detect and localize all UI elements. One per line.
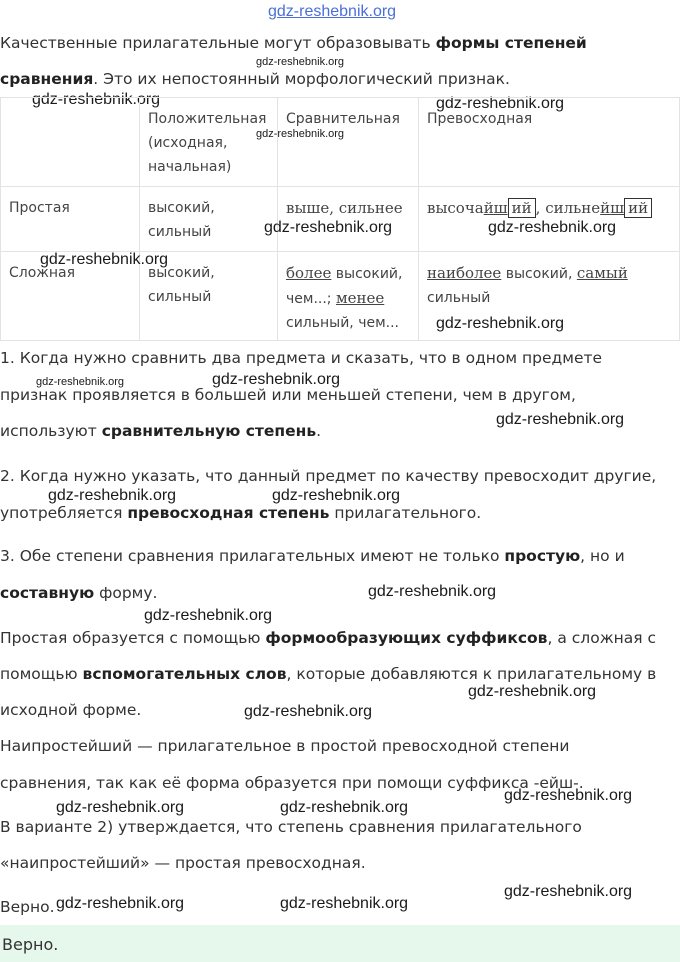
- p1-text: .: [316, 422, 322, 440]
- p5-line-2: сравнения, так как её форма образуется при помощи суффикса -ейш-.: [0, 774, 584, 792]
- simple-positive-2: сильный: [148, 224, 212, 240]
- p5-line-1: Наипростейший — прилагательное в простой превосходной степени: [0, 737, 570, 755]
- table-header-empty: [1, 98, 140, 187]
- watermark: gdz-reshebnik.org: [32, 91, 161, 108]
- watermark: gdz-reshebnik.org: [256, 128, 345, 140]
- p4-line-3: исходной форме.: [0, 701, 142, 719]
- watermark: gdz-reshebnik.org: [488, 219, 617, 236]
- verdict-text: Верно.: [0, 898, 55, 916]
- p3-line-2: [0, 586, 157, 602]
- suffix-mark: йш: [483, 199, 508, 217]
- watermark: gdz-reshebnik.org: [280, 799, 409, 816]
- p2-line-1: 2. Когда нужно указать, что данный предмет по качеству превосходит другие,: [0, 467, 657, 485]
- p3-line-1: [0, 549, 625, 565]
- intro-line-1: [0, 36, 587, 52]
- watermark: gdz-reshebnik.org: [272, 487, 401, 504]
- p6-line-2: «наипростейший» — простая превосходная.: [0, 854, 366, 872]
- p6-line-1: В варианте 2) утверждается, что степень сравнения прилагательного: [0, 818, 582, 836]
- intro-bold-term: сравнения: [0, 70, 94, 88]
- intro-bold-term: формы степеней: [435, 34, 587, 52]
- simple-superlative: высочайш ий , сильнейш ий: [419, 187, 680, 252]
- compound-text: сильный: [427, 290, 491, 306]
- watermark: gdz-reshebnik.org: [368, 583, 497, 600]
- simple-comparative: выше, сильнее: [278, 187, 419, 252]
- p3-text: 3. Обе степени сравнения прилагательных имеют не только: [0, 547, 505, 565]
- table-header-superlative: Превосходная: [419, 98, 680, 187]
- intro-text: Качественные прилагательные могут образовывать: [0, 34, 436, 52]
- watermark: gdz-reshebnik.org: [56, 799, 185, 816]
- watermark: gdz-reshebnik.org: [244, 703, 373, 720]
- watermark: gdz-reshebnik.org: [264, 219, 393, 236]
- watermark: gdz-reshebnik.org: [504, 787, 633, 804]
- table-header-row: [1, 98, 680, 187]
- watermark: gdz-reshebnik.org: [212, 371, 341, 388]
- watermark: gdz-reshebnik.org: [36, 376, 125, 388]
- p2-bold-term: превосходная степень: [127, 504, 330, 522]
- p4-bold-term: вспомогательных слов: [82, 665, 287, 683]
- watermark: gdz-reshebnik.org: [40, 251, 169, 268]
- helper-word: наиболее: [427, 264, 502, 282]
- p1-bold-term: сравнительную степень: [101, 422, 317, 440]
- answer-box: [0, 925, 680, 962]
- watermark: gdz-reshebnik.org: [56, 895, 185, 912]
- answer-text: Верно.: [2, 935, 59, 954]
- simple-positive: [140, 187, 278, 252]
- p2-line-2: [0, 506, 481, 522]
- p4-text: , которые добавляются к прилагательному в: [286, 665, 657, 683]
- superlative-stem: сильне: [545, 199, 601, 217]
- superlative-stem: высоча: [427, 199, 484, 217]
- p4-text: Простая образуется с помощью: [0, 629, 266, 647]
- header-positive-1: Положительная: [148, 111, 267, 127]
- watermark: gdz-reshebnik.org: [436, 95, 565, 112]
- watermark: gdz-reshebnik.org: [468, 683, 597, 700]
- p4-line-2: [0, 667, 656, 683]
- compound-positive-2: сильный: [148, 289, 212, 305]
- row-label-compound: Сложная: [1, 252, 140, 341]
- compound-text: высокий,: [501, 266, 577, 282]
- header-positive-2: (исходная,: [148, 135, 228, 151]
- helper-word: самый: [576, 264, 628, 282]
- p2-text: употребляется: [0, 504, 128, 522]
- compound-text: высокий,: [331, 266, 403, 282]
- watermark: gdz-reshebnik.org: [280, 895, 409, 912]
- table-header-comparative: Сравнительная: [278, 98, 419, 187]
- p1-line-2: признак проявляется в большей или меньшей степени, чем в другом,: [0, 386, 576, 404]
- watermark: gdz-reshebnik.org: [144, 607, 273, 624]
- intro-text: . Это их непостоянный морфологический признак.: [93, 70, 510, 88]
- simple-positive-1: высокий,: [148, 200, 215, 216]
- watermark: gdz-reshebnik.org: [48, 487, 177, 504]
- compound-text: чем...;: [286, 291, 336, 307]
- watermark: gdz-reshebnik.org: [256, 56, 345, 68]
- p4-text: помощью: [0, 665, 83, 683]
- p3-bold-term: составную: [0, 584, 95, 602]
- compound-positive-1: высокий,: [148, 265, 215, 281]
- compound-comparative: [278, 252, 419, 341]
- p1-line-1: 1. Когда нужно сравнить два предмета и сказать, что в одном предмете: [0, 349, 603, 367]
- suffix-mark: йш: [600, 199, 625, 217]
- compound-text: сильный, чем...: [286, 315, 399, 331]
- helper-word: менее: [335, 289, 385, 307]
- row-label-simple: Простая: [1, 187, 140, 252]
- helper-word: более: [286, 264, 332, 282]
- p1-line-3: [0, 424, 321, 440]
- p4-line-1: [0, 631, 656, 647]
- p2-text: прилагательного.: [329, 504, 482, 522]
- intro-line-2: [0, 72, 510, 88]
- header-positive-3: начальная): [148, 159, 232, 175]
- watermark: gdz-reshebnik.org: [436, 315, 565, 332]
- p1-text: используют: [0, 422, 102, 440]
- ending-box: ий: [508, 198, 536, 218]
- p3-text: форму.: [94, 584, 158, 602]
- p4-text: , а сложная с: [547, 629, 657, 647]
- p3-text: , но и: [580, 547, 625, 565]
- watermark: gdz-reshebnik.org: [496, 411, 625, 428]
- table-header-positive: [140, 98, 278, 187]
- site-watermark-link[interactable]: gdz-reshebnik.org: [268, 3, 397, 20]
- ending-box: ий: [624, 198, 652, 218]
- watermark: gdz-reshebnik.org: [504, 883, 633, 900]
- p4-bold-term: формообразующих суффиксов: [265, 629, 548, 647]
- p3-bold-term: простую: [504, 547, 581, 565]
